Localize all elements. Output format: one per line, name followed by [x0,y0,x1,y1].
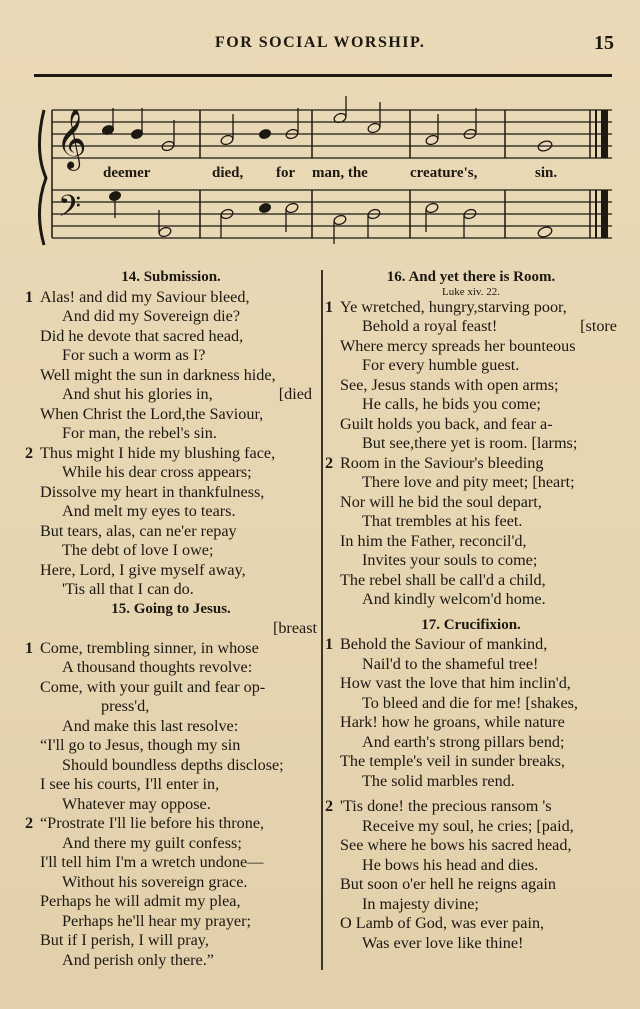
verse-line: Come, with your guilt and fear op- [40,677,266,696]
verse-line: There love and pity meet; [heart; [362,473,575,491]
hymn-title: 14. Submission. [121,269,221,285]
turnover: [died [278,385,312,403]
verse-line: For man, the rebel's sin. [62,424,217,442]
verse-number: 2 [25,443,34,462]
verse-number: 1 [325,635,334,653]
bass-notes [108,190,553,244]
verse-line: But tears, alas, can ne'er repay [40,521,237,540]
verse-line: And kindly welcom'd home. [362,590,546,608]
verse-number: 2 [25,814,34,832]
verse-line: Where mercy spreads her bounteous [340,336,576,355]
verse-line: For such a worm as I? [62,346,206,364]
verse-line [25,619,317,639]
running-title: FOR SOCIAL WORSHIP. [215,34,426,51]
staff-brace [39,110,46,245]
verse-line: I'll tell him I'm a wretch undone— [40,853,264,871]
scripture-reference: Luke xiv. 22. [442,285,500,298]
verse-line: 2 Thus might I hide my blushing face, [25,443,276,462]
verse-line: Was ever love like thine! [362,933,524,952]
verse-line: See where he bows his sacred head, [340,836,572,854]
verse-line: He bows his head and dies. [362,855,539,874]
verse-line: In majesty divine; [362,894,479,913]
verse-line: A thousand thoughts revolve: [62,658,253,676]
verse-line: I see his courts, I'll enter in, [40,775,220,793]
verse-line: 2 'Tis done! the precious ransom 's [325,797,552,815]
verse-line: Nor will he bid the soul depart, [340,492,542,511]
verse-line: 2 Room in the Saviour's bleeding [325,453,544,472]
bass-staff [52,190,612,238]
verse-line: 1 Alas! and did my Saviour bleed, [25,287,250,306]
verse-line: The solid marbles rend. [362,771,515,790]
verse-line: See, Jesus stands with open arms; [340,375,559,394]
verse-line: Receive my soul, he cries; [paid, [362,816,574,835]
lyric-word: sin. [535,165,558,181]
verse-line: Hark! how he groans, while nature [340,713,565,731]
verse-line: While his dear cross appears; [62,463,252,481]
verse-line: He calls, he bids you come; [362,395,541,413]
verse-line: press'd, [101,697,150,715]
final-barline [595,110,608,238]
verse-line: And there my guilt confess; [62,833,242,852]
verse-line: The debt of love I owe; [62,541,214,559]
verse-line: To bleed and die for me! [shakes, [362,693,578,712]
verse-line: Invites your souls to come; [362,551,538,569]
turnover: [breast [272,619,317,637]
verse-line: Dissolve my heart in thankfulness, [40,482,265,501]
music-score [0,0,640,260]
verse-line: Did he devote that sacred head, [40,326,244,345]
verse-line: And did my Sovereign die? [62,307,241,325]
hymn-title: 17. Crucifixion. [421,616,521,633]
lyric-word: man, the [312,165,368,181]
verse-line: The temple's veil in sunder breaks, [340,752,565,770]
hymn-title: 15. Going to Jesus. [111,600,231,617]
verse-line: For every humble guest. [362,356,520,374]
verse-number: 2 [325,453,334,472]
verse-line: Behold a royal feast! [store [362,317,617,335]
lyric-word: deemer [103,165,151,181]
verse-number: 2 [325,797,334,815]
verse-line: But soon o'er hell he reigns again [340,875,557,893]
verse-number: 1 [25,287,34,306]
lyric-word: died, [212,165,244,181]
verse-line: Whatever may oppose. [62,794,211,813]
left-column [25,268,317,970]
verse-line: 'Tis all that I can do. [62,580,194,598]
page-number: 15 [594,32,614,54]
verse-line: Guilt holds you back, and fear a- [340,414,553,433]
verse-line: And perish only there.” [62,950,214,969]
verse-line: And earth's strong pillars bend; [362,732,565,751]
treble-clef-icon: 𝄞 [56,109,87,169]
lyric-word: for [276,165,296,181]
verse-line: Nail'd to the shameful tree! [362,654,539,673]
lyric-word: creature's, [410,165,478,181]
verse-line: Perhaps he will admit my plea, [40,892,241,910]
verse-number: 1 [325,297,334,316]
verse-line: When Christ the Lord,the Saviour, [40,404,264,423]
verse-line: Well might the sun in darkness hide, [40,365,276,384]
column-divider [321,270,323,970]
verse-line: How vast the love that him inclin'd, [340,674,571,692]
verse-line: Without his sovereign grace. [62,872,248,891]
verse-line: The rebel shall be call'd a child, [340,570,546,589]
verse-line: And shut his glories in, [died [62,385,312,403]
verse-line: Should boundless depths disclose; [62,755,284,774]
verse-line: In him the Father, reconcil'd, [340,531,527,550]
verse-line: That trembles at his feet. [362,512,523,530]
treble-notes [101,96,553,153]
verse-line: 1 Come, trembling sinner, in whose [25,638,259,657]
verse-line: Perhaps he'll hear my prayer; [62,911,252,930]
verse-line: Here, Lord, I give myself away, [40,560,246,579]
verse-line: O Lamb of God, was ever pain, [340,914,545,932]
verse-line: And melt my eyes to tears. [62,502,236,520]
verse-line: 1 Behold the Saviour of mankind, [325,635,548,653]
bass-clef-icon: 𝄢 [58,190,82,231]
verse-line: “I'll go to Jesus, though my sin [40,736,241,754]
verse-line: And make this last resolve: [62,716,239,735]
verse-line: But see,there yet is room. [larms; [362,434,578,452]
verse-line: 2 “Prostrate I'll lie before his throne, [25,814,265,832]
right-column [325,268,617,953]
turnover: [store [580,317,617,335]
verse-number: 1 [25,638,34,657]
verse-line: 1 Ye wretched, hungry,starving poor, [325,297,567,316]
verse-line: But if I perish, I will pray, [40,931,209,949]
hymn-title: 16. And yet there is Room. [386,269,556,285]
